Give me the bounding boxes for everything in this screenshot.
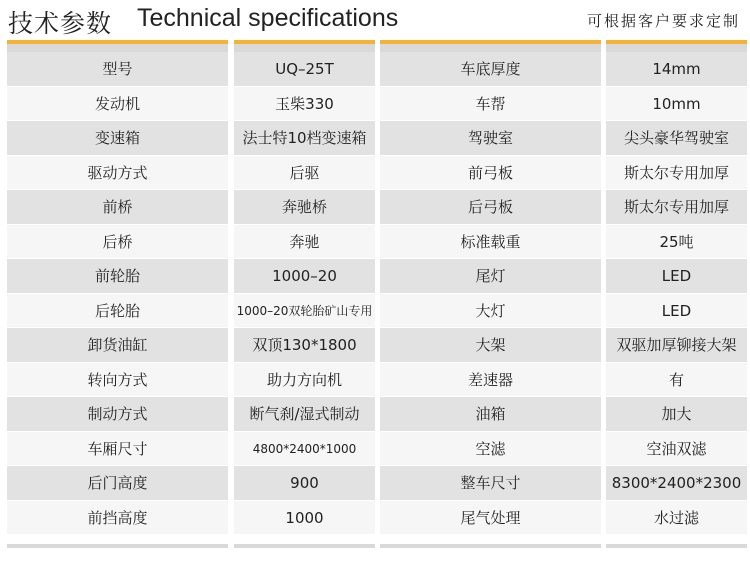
spec-label: 车底厚度 <box>380 52 601 87</box>
spec-value: 900 <box>234 466 375 501</box>
spec-value: 奔驰 <box>234 225 375 260</box>
spec-label: 制动方式 <box>7 397 228 432</box>
spec-value: 1000–20双轮胎矿山专用 <box>234 294 375 329</box>
spec-value: 玉柴330 <box>234 87 375 122</box>
customization-note: 可根据客户要求定制 <box>586 12 740 30</box>
spec-value: UQ–25T <box>234 52 375 87</box>
spec-value: 斯太尔专用加厚 <box>606 190 747 225</box>
spec-label: 油箱 <box>380 397 601 432</box>
spec-label: 尾灯 <box>380 259 601 294</box>
spec-label: 空滤 <box>380 432 601 467</box>
spec-label: 后弓板 <box>380 190 601 225</box>
spec-label: 差速器 <box>380 363 601 398</box>
bottom-rule <box>380 544 601 548</box>
spec-value: 8300*2400*2300 <box>606 466 747 501</box>
left-values-column <box>234 40 375 535</box>
spec-label: 发动机 <box>7 87 228 122</box>
spec-value: 奔驰桥 <box>234 190 375 225</box>
spec-value: 10mm <box>606 87 747 122</box>
column-header-bar <box>7 40 228 52</box>
column-header-bar <box>380 40 601 52</box>
spec-value: 后驱 <box>234 156 375 191</box>
spec-value: 空油双滤 <box>606 432 747 467</box>
spec-value: 1000 <box>234 501 375 536</box>
spec-value: 加大 <box>606 397 747 432</box>
spec-label: 车帮 <box>380 87 601 122</box>
left-labels-column <box>7 40 228 535</box>
spec-label: 整车尺寸 <box>380 466 601 501</box>
bottom-rule <box>7 544 228 548</box>
spec-label: 前挡高度 <box>7 501 228 536</box>
spec-value: 14mm <box>606 52 747 87</box>
spec-label: 驱动方式 <box>7 156 228 191</box>
spec-label: 车厢尺寸 <box>7 432 228 467</box>
right-values-column <box>606 40 747 535</box>
spec-label: 前弓板 <box>380 156 601 191</box>
bottom-rule <box>606 544 747 548</box>
spec-value: 双驱加厚铆接大架 <box>606 328 747 363</box>
right-labels-column <box>380 40 601 535</box>
spec-value: 尖头豪华驾驶室 <box>606 121 747 156</box>
spec-value: LED <box>606 259 747 294</box>
page-title-chinese: 技术参数 <box>8 9 113 38</box>
spec-label: 后门高度 <box>7 466 228 501</box>
spec-value: 斯太尔专用加厚 <box>606 156 747 191</box>
spec-label: 驾驶室 <box>380 121 601 156</box>
spec-label: 卸货油缸 <box>7 328 228 363</box>
spec-value: 助力方向机 <box>234 363 375 398</box>
spec-value: 25吨 <box>606 225 747 260</box>
spec-value: 法士特10档变速箱 <box>234 121 375 156</box>
spec-value: 双顶130*1800 <box>234 328 375 363</box>
bottom-rule <box>234 544 375 548</box>
spec-value: 有 <box>606 363 747 398</box>
header <box>0 0 750 40</box>
spec-label: 大架 <box>380 328 601 363</box>
spec-label: 大灯 <box>380 294 601 329</box>
column-header-bar <box>606 40 747 52</box>
page-title-english: Technical specifications <box>137 4 399 32</box>
spec-value: 4800*2400*1000 <box>234 432 375 467</box>
spec-value: 水过滤 <box>606 501 747 536</box>
column-header-bar <box>234 40 375 52</box>
spec-label: 后桥 <box>7 225 228 260</box>
spec-value: 断气刹/湿式制动 <box>234 397 375 432</box>
spec-value: 1000–20 <box>234 259 375 294</box>
spec-label: 标准载重 <box>380 225 601 260</box>
spec-label: 变速箱 <box>7 121 228 156</box>
spec-label: 尾气处理 <box>380 501 601 536</box>
spec-value: LED <box>606 294 747 329</box>
spec-label: 前轮胎 <box>7 259 228 294</box>
spec-label: 后轮胎 <box>7 294 228 329</box>
spec-label: 转向方式 <box>7 363 228 398</box>
spec-label: 型号 <box>7 52 228 87</box>
spec-label: 前桥 <box>7 190 228 225</box>
